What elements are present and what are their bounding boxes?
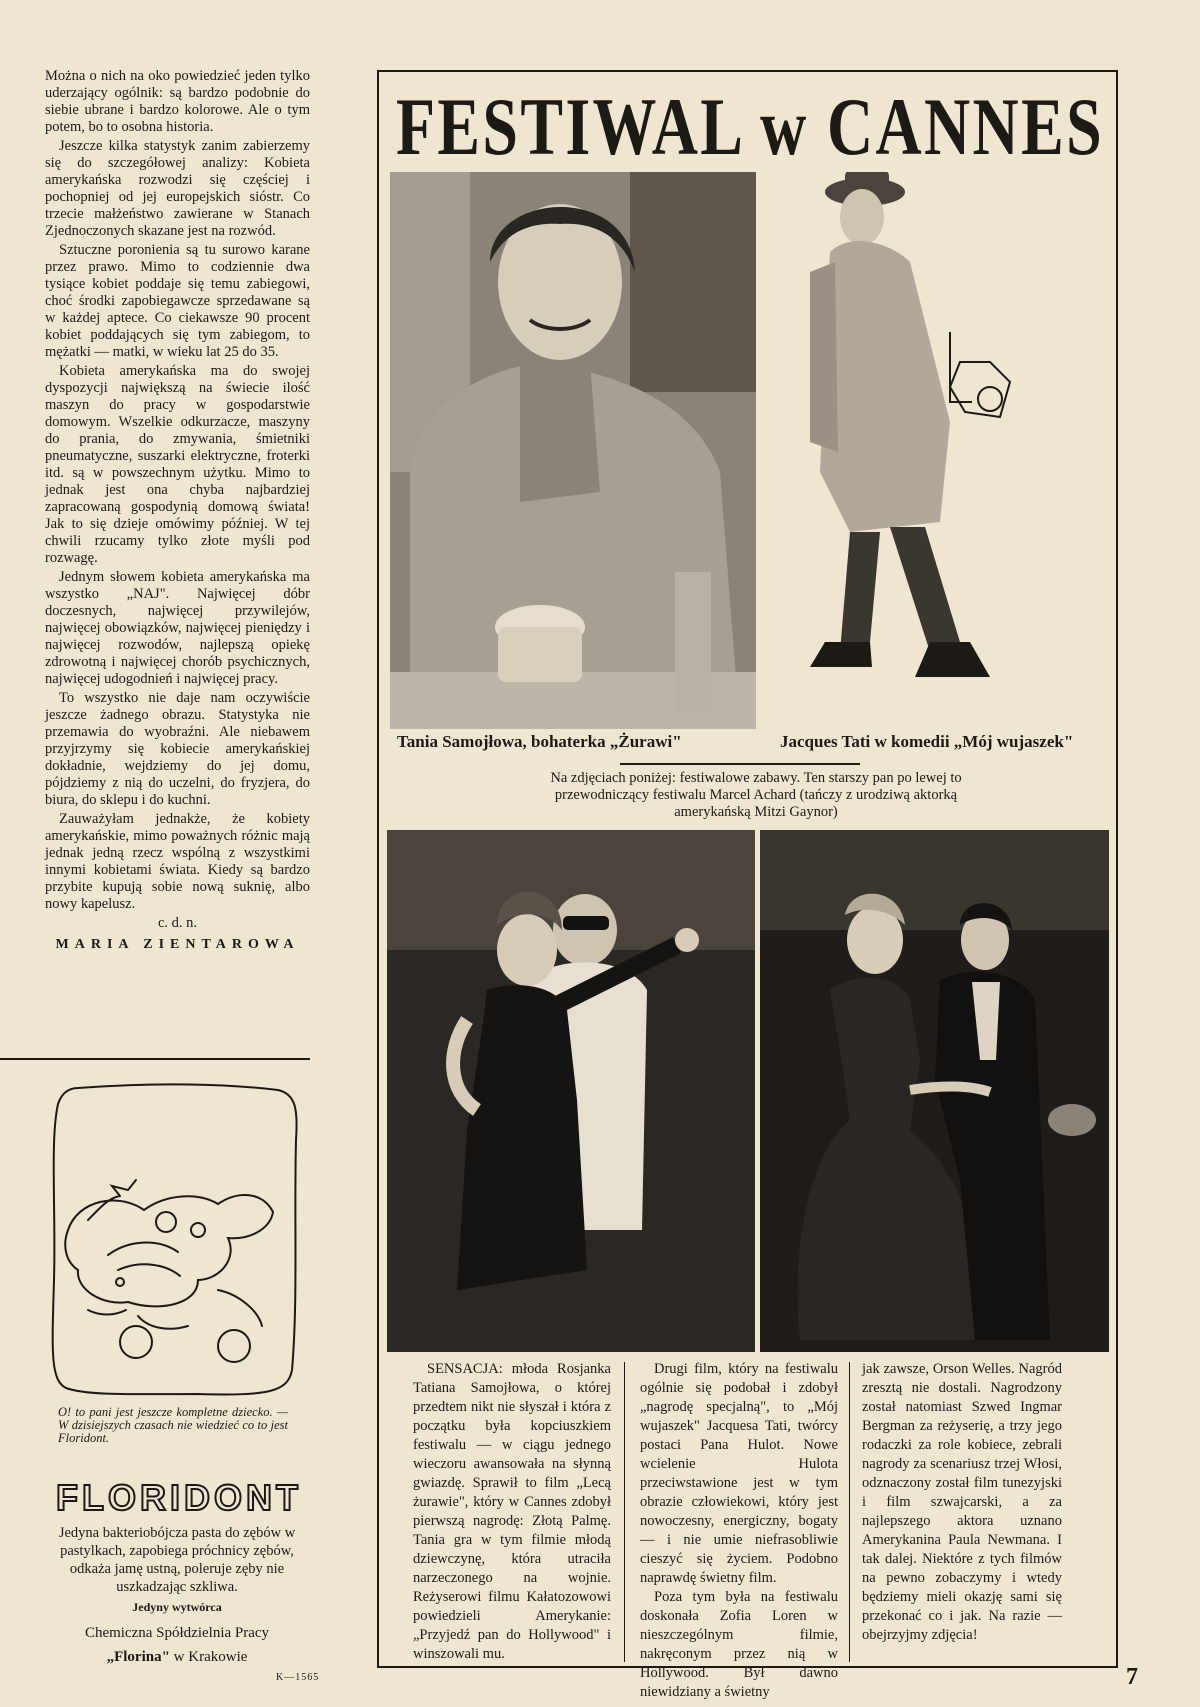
headline xyxy=(390,78,1110,170)
article-paragraph: Jednym słowem kobieta amerykańska ma wszystko „NAJ". Najwięcej dóbr doczesnych, najwięcej przywilejów, najwięcej obowiązków, najwięcej pieniędzy i najwięcej rozwodów, najlepszą opiekę zdrowotną i najwięcej chorób psychicznych, najwięcej udogodnień i najwięcej pracy. xyxy=(45,569,310,687)
photo-dance-achard-gaynor xyxy=(387,830,755,1352)
festival-text-col-1 xyxy=(413,1360,611,1664)
caption-tati: Jacques Tati w komedii „Mój wujaszek" xyxy=(780,732,1074,751)
article-paragraph: To wszystko nie daje nam oczywiście jeszcze żadnego obrazu. Statystyka nie przemawia do wyobraźni. Ale niebawem przyjrzymy się kobiecie amerykańskiej dokładnie, wejdziemy do jej domu, pójdziemy z nią do uczelni, do fryzjera, do biura, do sklepu i do kuchni. xyxy=(45,690,310,808)
ad-text xyxy=(44,1524,310,1666)
page-number: 7 xyxy=(1126,1664,1138,1690)
headline-text: FESTIWAL w CANNES xyxy=(396,81,1104,170)
photo-dance-couple xyxy=(760,830,1109,1352)
author-byline: MARIA ZIENTAROWA xyxy=(55,937,300,952)
col3-paragraph: jak zawsze, Orson Welles. Nagród zresztą nie dostali. Nagrodzony został natomiast Szwed Ingmar Bergman za reżyserię, a trzy jego rodaczki za role kobiece, zebrali nagrody za scenariusz trzej Włosi, odznaczony został film tunezyjski i film szwajcarski, a za najlepszego aktora uznano Amerykanina Paula Newmana. I tak dalej. Niektóre z tych filmów na pewno zobaczymy i wtedy będziemy mieli okazję sami się przekonać co i jak. Na razie — obejrzyjmy zdjęcia! xyxy=(862,1361,1062,1643)
ad-company: „Florina" xyxy=(106,1649,170,1665)
column-divider xyxy=(624,1362,625,1662)
photo-tania-samojlowa xyxy=(390,172,756,729)
ad-city-line xyxy=(44,1648,310,1666)
article-paragraph: Sztuczne poronienia są tu surowo karane przez prawo. Mimo to codziennie dwa tysiące kobiet poddaje się temu zabiegowi, choć środki zapobiegawcze sprzedawane są w każdej aptece. Co ciekawsze 90 procent kobiet poddających się tym zabiegom, to mężatki — matki, w wieku lat 25 do 35. xyxy=(45,242,310,360)
photo-jacques-tati xyxy=(790,172,1108,729)
article-paragraph: Zauważyłam jednakże, że kobiety amerykańskie, mimo poważnych różnic mają jednak jedną rzecz wspólną z wszystkimi innymi kobietami świata. Kiedy są bardzo przybite kupują sobie nową suknię, albo nowy kapelusz. xyxy=(45,811,310,912)
article-paragraph: Jeszcze kilka statystyk zanim zabierzemy się do szczegółowej analizy: Kobieta amerykańska rozwodzi się częściej i pochopniej od jej europejskich sióstr. Co trzecie małżeństwo zawierane w Stanach Zjednoczonych skazane jest na rozwód. xyxy=(45,138,310,239)
caption-tania: Tania Samojłowa, bohaterka „Żurawi" xyxy=(397,732,682,751)
ad-city: w Krakowie xyxy=(173,1649,248,1665)
svg-text:FLORIDONT: FLORIDONT xyxy=(56,1477,302,1518)
continued-note: c. d. n. xyxy=(157,915,198,931)
festival-text-col-2 xyxy=(640,1360,838,1702)
ad-cooperative: Chemiczna Spółdzielnia Pracy xyxy=(84,1625,270,1641)
col2-paragraph-2: Poza tym była na festiwalu doskonała Zofia Loren w nieszczególnym filmie, nakręconym przez nią w Hollywood. Był dawno niewidziany a świetny xyxy=(640,1589,838,1700)
article-left-column xyxy=(45,68,310,953)
column-divider xyxy=(849,1362,850,1662)
ad-maker-label: Jedyny wytwórca xyxy=(132,1600,222,1614)
ad-caption: O! to pani jest jeszcze kompletne dziecko. — W dzisiejszych czasach nie wiedzieć co to jest Floridont. xyxy=(58,1405,288,1445)
section-divider xyxy=(0,1058,310,1060)
article-paragraph: Kobieta amerykańska ma do swojej dyspozycji największą na świecie ilość maszyn do pracy w gospodarstwie domowym. Wszelkie odkurzacze, maszyny do prania, do zmywania, śmietniki pneumatyczne, suszarki elektryczne, froterki itd. są w powszechnym użytku. Mimo to jednak jest ona chyba najbardziej zapracowaną gospodynią domową świata! Jak to się dzieje omówimy później. W tej chwili rzucamy tylko złote myśli pod rozwagę. xyxy=(45,363,310,566)
col2-paragraph-1: Drugi film, który na festiwalu ogólnie się podobał i zdobył „nagrodę specjalną", to „Mój wujaszek" Jacquesa Tati, twórcy postaci Pana Hulot. Nowe wcielenie Hulota przeciwstawione jest w tym obrazie człowiekowi, który jest nowoczesny, energiczny, bogaty — i nie umie niefrasobliwie cieszyć się życiem. Podobno naprawdę świetny film. xyxy=(640,1361,838,1586)
ad-description: Jedyna bakteriobójcza pasta do zębów w pastylkach, zapobiega próchnicy zębów, odkaża jamę ustną, poleruje zęby nie uszkadzając szkliwa. xyxy=(58,1525,296,1595)
col1-text: młoda Rosjanka Tatiana Samojłowa, o której przedtem nikt nie słyszał i która z początku była kopciuszkiem festiwalu — w ciągu jednego wieczoru awansowała na słynną gwiazdę. Sprawił to film „Lecą żurawie", który w Cannes zdobył pierwszą nagrodę: Złotą Palmę. Tania gra w tym filmie młodą dziewczynę, która utraciła narzeczonego na wojnie. Reżyserowi filmu Kałatozowowi powiedzieli Amerykanie: „Przyjedź pan do Hollywood" i winszowali mu. xyxy=(413,1361,611,1662)
sensation-lead: SENSACJA: xyxy=(427,1361,503,1377)
ad-illustration xyxy=(48,1080,300,1402)
floridont-logo xyxy=(48,1476,310,1518)
article-paragraph: Można o nich na oko powiedzieć jeden tylko uderzający ogólnik: są bardzo podobnie do siebie ubrane i bardzo kolorowe. Ale o tym potem, bo to osobna historia. xyxy=(45,68,310,135)
caption-rule xyxy=(620,763,860,765)
festival-text-col-3 xyxy=(862,1360,1062,1645)
catalog-number: K—1565 xyxy=(276,1672,320,1683)
caption-dance-photos: Na zdjęciach poniżej: festiwalowe zabawy. Ten starszy pan po lewej to przewodniczący festiwalu Marcel Achard (tańczy z urodziwą aktorką amerykańską Mitzi Gaynor) xyxy=(550,770,962,820)
